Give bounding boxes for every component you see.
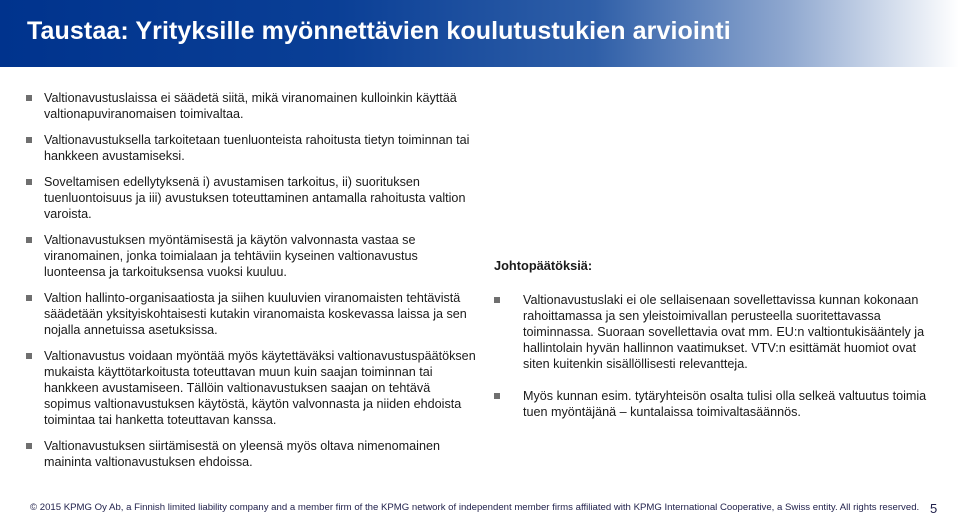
bullet-item bbox=[26, 438, 476, 470]
bullet-item bbox=[26, 290, 476, 338]
square-bullet-icon bbox=[26, 443, 32, 449]
square-bullet-icon bbox=[26, 353, 32, 359]
page-number: 5 bbox=[930, 501, 938, 516]
copyright-footer: © 2015 KPMG Oy Ab, a Finnish limited liability company and a member firm of the KPMG network of independent member firms affiliated with KPMG International Cooperative, a Swiss entity. All rights reserved. bbox=[30, 502, 920, 513]
square-bullet-icon bbox=[26, 95, 32, 101]
bullet-item bbox=[26, 174, 476, 222]
bullet-text: Valtionavustuslaki ei ole sellaisenaan sovellettavissa kunnan kokonaan rahoittamassa ja sen yleistoimivallan perusteella suoritettavassa toiminnassa. Suoraan sovellettavia ovat mm. EU:n valtiontukisääntely ja hallintolain hyvän hallinnon vaatimukset. VTV:n esittämät huomiot ovat siten kuitenkin sisällöllisesti relevantteja. bbox=[523, 293, 925, 371]
square-bullet-icon bbox=[26, 137, 32, 143]
bullet-text: Valtionavustuksen myöntämisestä ja käytön valvonnasta vastaa se viranomainen, jonka toimialaan ja tehtäviin kyseinen valtionavustus luonteensa ja tarkoituksensa vuoksi kuuluu. bbox=[44, 233, 418, 279]
slide-title: Taustaa: Yrityksille myönnettävien koulutustukien arviointi bbox=[27, 17, 731, 45]
bullet-text: Valtionavustuslaissa ei säädetä siitä, mikä viranomainen kulloinkin käyttää valtionapuviranomaisen toimivaltaa. bbox=[44, 91, 457, 121]
bullet-item bbox=[494, 292, 944, 372]
bullet-item bbox=[26, 132, 476, 164]
bullet-text: Valtionavustuksella tarkoitetaan tuenluonteista rahoitusta tietyn toiminnan tai hankkeen avustamiseksi. bbox=[44, 133, 470, 163]
bullet-item bbox=[26, 232, 476, 280]
conclusions-panel bbox=[494, 258, 944, 420]
bullet-text: Valtion hallinto-organisaatiosta ja siihen kuuluvien viranomaisten tehtävistä säädetään yksityiskohtaisesti kutakin viranomaista koskevassa laissa ja sen nojalla annetuissa asetuksissa. bbox=[44, 291, 467, 337]
bullet-text: Myös kunnan esim. tytäryhteisön osalta tulisi olla selkeä valtuutus toimia tuen myöntäjänä – kuntalaissa toimivaltasäännös. bbox=[523, 389, 927, 419]
square-bullet-icon bbox=[26, 295, 32, 301]
bullet-item bbox=[26, 348, 476, 428]
bullet-text: Soveltamisen edellytyksenä i) avustamisen tarkoitus, ii) suorituksen tuenluontoisuus ja iii) avustuksen toteuttaminen antamalla rahoitusta valtion varoista. bbox=[44, 175, 466, 221]
left-bullet-list bbox=[26, 90, 476, 470]
square-bullet-icon bbox=[494, 393, 500, 399]
bullet-item bbox=[26, 90, 476, 122]
square-bullet-icon bbox=[26, 179, 32, 185]
bullet-text: Valtionavustuksen siirtämisestä on yleensä myös oltava nimenomainen maininta valtionavustuksen ehdoissa. bbox=[44, 439, 440, 469]
bullet-item bbox=[494, 388, 944, 420]
conclusions-heading: Johtopäätöksiä: bbox=[494, 258, 593, 273]
bullet-text: Valtionavustus voidaan myöntää myös käytettäväksi valtionavustuspäätöksen mukaista käyttötarkoitusta toteuttavan muun kuin saajan toiminnan tai hankkeen avustamiseen. Tällöin valtionavustuksen saajan on tehtävä sopimus valtionavustuksen käytöstä, käytön valvonnasta ja niiden ehdoista toimintaa tai hanketta toteuttavan kanssa. bbox=[44, 349, 476, 427]
square-bullet-icon bbox=[494, 297, 500, 303]
title-bar bbox=[0, 0, 959, 67]
square-bullet-icon bbox=[26, 237, 32, 243]
